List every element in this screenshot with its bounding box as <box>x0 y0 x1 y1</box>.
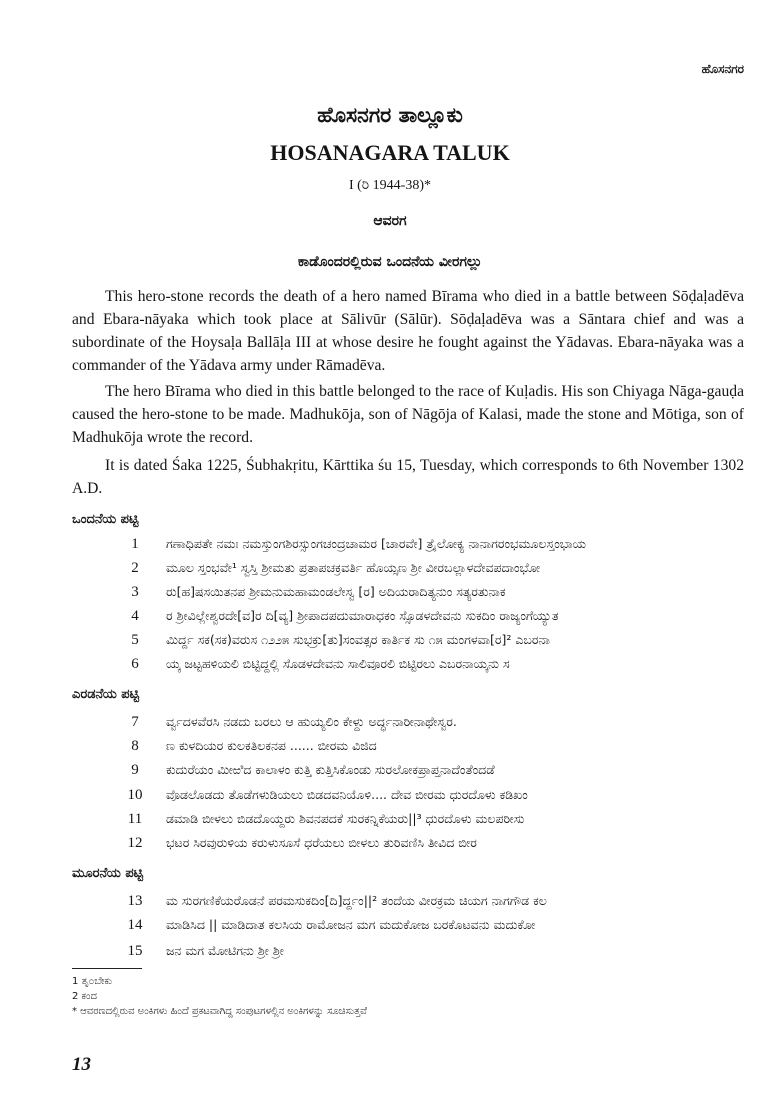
inscription-line <box>112 940 284 962</box>
line-number: 7 <box>131 713 139 730</box>
line-text: ಮೂಲ ಸ್ತಂಭವೇ¹ ಸ್ವಸ್ತಿ ಶ್ರೀಮತು ಪ್ರತಾಪಚಕ್ರವರ್ತಿ ಹೊಯ್ಸಣ ಶ್ರೀ ವೀರಬಲ್ಲಾಳದೇವಪದಾಂಭೋ <box>166 560 541 575</box>
inscription-line <box>112 629 550 651</box>
line-number: 2 <box>131 559 139 576</box>
line-text: ಮಾಡಿಸಿದ || ಮಾಡಿದಾತ ಕಲಸಿಯ ರಾಮೋಜನ ಮಗ ಮದುಕೋಜ ಬರಕೊಟವನು ಮದುಕೋ <box>166 917 536 932</box>
inscription-line <box>112 653 510 675</box>
inscription-line <box>112 581 505 603</box>
footnote-1: 1 ತೃ೦ಬೇಕು <box>72 976 113 987</box>
inscription-heading: ಕಾಡೊಂದರಲ್ಲಿರುವ ಒಂದನೆಯ ವೀರಗಲ್ಲು <box>297 254 483 270</box>
title-english: HOSANAGARA TALUK <box>270 140 510 165</box>
inscription-ref: I (ರಿ 1944-38)* <box>348 178 432 193</box>
running-head: ಹೊಸನಗರ <box>701 62 744 76</box>
line-text: ಮಿರ್ದ್ದ ಸಕ(ಸಕ)ವರುಸ ೧೨೨೫ ಸುಭಕ್ರು[ತು]ಸಂವತ್ಸರ ಕಾರ್ತಿಕ ಸು ೧೫ ಮಂಗಳವಾ[ರ]² ಎಬರನಾ <box>166 632 550 647</box>
inscription-line <box>112 890 547 912</box>
inscription-line <box>112 808 524 830</box>
line-number: 6 <box>131 655 139 672</box>
line-number: 3 <box>131 583 139 600</box>
inscription-line <box>112 557 540 579</box>
line-number: 1 <box>131 535 139 552</box>
line-text: ರ್ವ್ವದಳವೆರಸಿ ನಡದು ಬರಲು ಆ ಹುಯ್ಯಲಿಂ ಕೇಳ್ದು ಅರ್ದ್ಧನಾರೀನಾಥೇಸ್ವರ. <box>166 714 457 729</box>
slab-label-2: ಎರಡನೆಯ ಪಟ್ಟಿ <box>72 687 140 702</box>
slab-label-3: ಮೂರನೆಯ ಪಟ್ಟಿ <box>72 866 144 881</box>
footnote-2: 2 ಕಂದ <box>72 991 97 1002</box>
place-name: ಆವರಗ <box>373 213 407 229</box>
paragraph-summary: This hero-stone records the death of a hero named Bīrama who died in a battle between Sōḍaḷadēva and Ebara-nāyaka which took place at Sālivūr (Sālūr). Sōḍaḷadēva was a Sāntara chief and was a subordinate of the Hoysaḷa Ballāḷa III at whose desire he fought against the Yādavas. Ebara-nāyaka was a commander of the Yādava army under Rāmadēva. <box>72 288 744 374</box>
line-number: 13 <box>127 892 143 909</box>
inscription-line <box>112 735 377 757</box>
line-text: ರ ಶ್ರೀವಿಲ್ಲೇಶ್ವರದೇ[ವ]ರ ದಿ[ವ್ಯ] ಶ್ರೀಪಾದಪದುಮಾರಾಧಕಂ ಸ್ಸೊಡಳದೇವನು ಸುಕದಿಂ ರಾಜ್ಯಂಗೆಯ್ಯುತ <box>166 608 559 623</box>
line-text: ಭಟರ ಸಿರವುರುಳಿಯ ಕರುಳುಸೂಸೆ ಧರೆಯಲು ಬೀಳಲು ತುರಿವಣಿಸಿ ತೀವಿದ ಬೀರ <box>166 835 477 850</box>
inscription-line <box>112 914 535 936</box>
inscription-line <box>112 759 495 781</box>
line-number: 8 <box>131 737 139 754</box>
line-text: ರು[ಹ]ಷಸಯಿತನಪ ಶ್ರೀಮನುಮಹಾಮಂಡಲೇಸ್ವ [ರ] ಅದಿಯರಾದಿತ್ಯನುಂ ಸತ್ಯರತುನಾಕ <box>166 584 506 599</box>
title-kannada: ಹೊಸನಗರ ತಾಲ್ಲೂಕು <box>317 103 463 127</box>
inscription-line <box>112 832 477 854</box>
line-number: 14 <box>127 916 143 933</box>
paragraph-date: It is dated Śaka 1225, Śubhakṛitu, Kārttika śu 15, Tuesday, which corresponds to 6th November 1302 A.D. <box>72 457 744 497</box>
line-number: 9 <box>131 761 139 778</box>
line-number: 4 <box>131 607 139 624</box>
line-number: 11 <box>127 810 143 827</box>
line-text: ಡಮಾಡಿ ಬೀಳಲು ಬಿಡದೊಯ್ದರು ಶಿವನಪದಕೆ ಸುರಕನ್ನಿಕೆಯರು||³ ಧುರದೊಳು ಮಲಪರೀಸು <box>166 811 525 826</box>
footnote-3: * ಆವರಣದಲ್ಲಿರುವ ಅಂಕಿಗಳು ಹಿಂದೆ ಪ್ರಕಟವಾಗಿದ್ದ ಸಂಪುಟಗಳಲ್ಲಿನ ಅಂಕಿಗಳನ್ನು ಸೂಚಿಸುತ್ತವೆ <box>72 1006 367 1017</box>
line-text: ಜನ ಮಗ ಮೋಟಿಗನು ಶ್ರೀ ಶ್ರೀ <box>166 943 284 958</box>
paragraph-hero: The hero Bīrama who died in this battle belonged to the race of Kuḷadis. His son Chiyaga Nāga-gauḍa caused the hero-stone to be made. Madhukōja, son of Nāgōja of Kalasi, made the stone and Mōtiga, son of Madhukōja wrote the record. <box>72 383 744 446</box>
line-text: ಗಣಾಧಿಪತೇ ನಮಃ ನಮಸ್ತುಂಗಶಿರಸ್ಸುಂಗಚಂದ್ರಚಾಮರ [ಚಾರವೇ] ತ್ರೈಲೋಕ್ಯ ನಾನಾಗರಂಭಮೂಲಸ್ತಂಭಾಯ <box>166 536 587 551</box>
footnote-rule <box>72 968 142 969</box>
line-text: ಯ್ಕ ಜಟ್ಟಹಳಿಯಲಿ ಬಿಟ್ಟಿದ್ದಲ್ಲಿ ಸೊಡಳದೇವನು ಸಾಲಿವೂರಲಿ ಬಿಟ್ಟಿರಲು ಎಬರನಾಯ್ಕನು ಸ <box>166 656 510 671</box>
line-number: 15 <box>127 942 143 959</box>
line-text: ವೊಡಲೊಡದು ತೊಡೆಗಳುಡಿಯಲು ಬಿಡದವನಿಯೊಳಿ.... ದೇವ ಬೀರಮ ಧುರದೊಳು ಕಡಿಖಂ <box>166 787 528 802</box>
inscription-line <box>112 784 528 806</box>
inscription-line <box>112 711 457 733</box>
inscription-line <box>112 533 586 555</box>
line-text: ಮ ಸುರಗಣಿಕೆಯರೊಡನೆ ಪರಮಸುಕದಿಂ[ದಿ]ರ್ದ್ದಂ||² ತಂದೆಯ ವೀರಕ್ರಮ ಚಿಯಗ ನಾಗಗೌಡ ಕಲ <box>166 893 547 908</box>
slab-label-1: ಒಂದನೆಯ ಪಟ್ಟಿ <box>72 512 139 527</box>
line-number: 12 <box>127 834 143 851</box>
line-number: 10 <box>127 786 143 803</box>
line-text: ಕುದುರೆಯಂ ಮೀಱಿದ ಕಾಲಾಳಂ ಕುತ್ತಿ ಕುತ್ತಿಸಿಕೊಂಡು ಸುರಲೋಕಪ್ರಾಪ್ತನಾದೆಂತೆಂದಡೆ <box>166 762 495 777</box>
page-number: 13 <box>72 1054 91 1075</box>
inscription-line <box>112 605 558 627</box>
line-number: 5 <box>131 631 139 648</box>
line-text: ಣ ಕುಳದಿಯರ ಕುಲಕತಿಲಕನಪ ...... ಬೀರಮ ವಿಜಿದ <box>166 738 377 753</box>
